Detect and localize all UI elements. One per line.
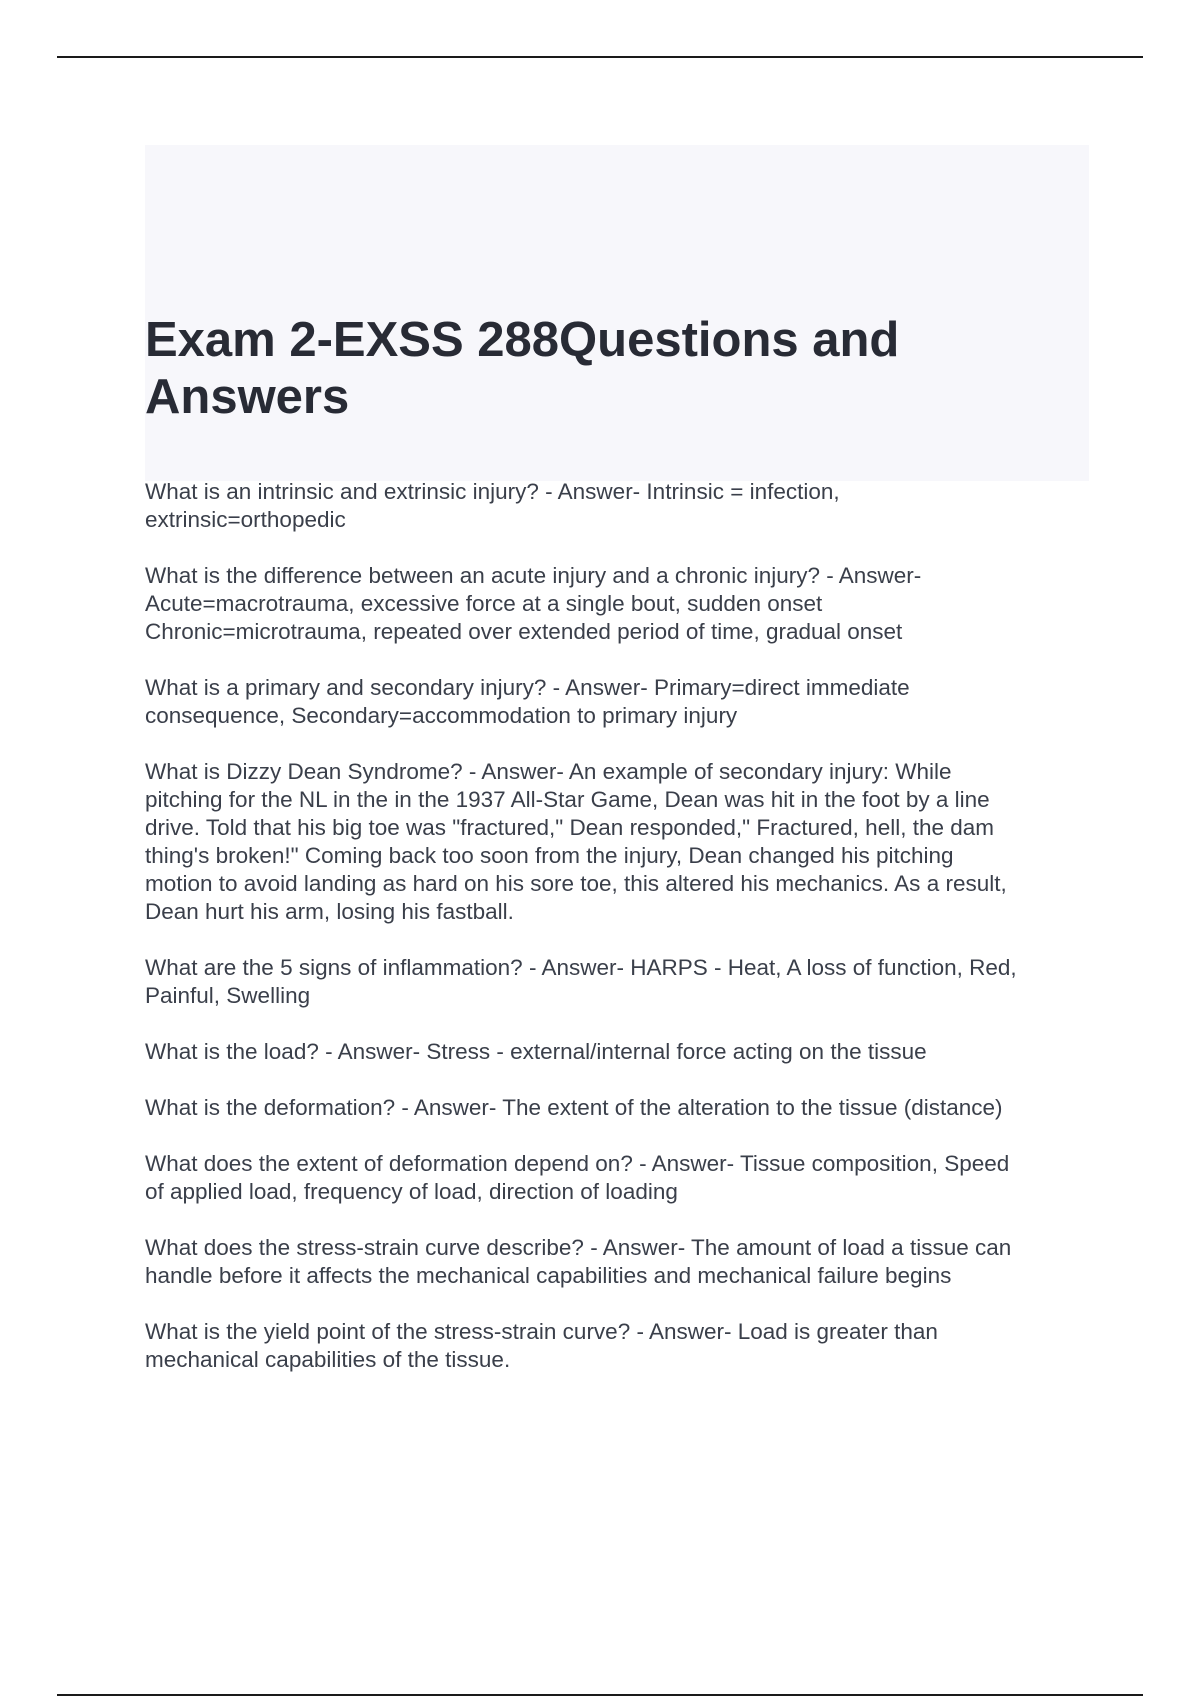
qa-item: What is the yield point of the stress-strain curve? - Answer- Load is greater than mechanical capabilities of the tissue. bbox=[145, 1319, 938, 1372]
qa-item: What is a primary and secondary injury? - Answer- Primary=direct immediate consequence, Secondary=accommodation to primary injury bbox=[145, 675, 910, 728]
page-title: Exam 2-EXSS 288Questions and Answers bbox=[145, 313, 900, 424]
qa-list bbox=[145, 478, 1093, 1402]
qa-item: What is the deformation? - Answer- The extent of the alteration to the tissue (distance) bbox=[145, 1095, 1003, 1120]
qa-item: What is an intrinsic and extrinsic injury? - Answer- Intrinsic = infection, extrinsic=orthopedic bbox=[145, 479, 840, 532]
qa-item: What is the load? - Answer- Stress - external/internal force acting on the tissue bbox=[145, 1039, 927, 1064]
qa-item: What are the 5 signs of inflammation? - Answer- HARPS - Heat, A loss of function, Red, Painful, Swelling bbox=[145, 955, 1017, 1008]
qa-item: What does the stress-strain curve describe? - Answer- The amount of load a tissue can handle before it affects the mechanical capabilities and mechanical failure begins bbox=[145, 1235, 1012, 1288]
qa-item: What is Dizzy Dean Syndrome? - Answer- An example of secondary injury: While pitching for the NL in the in the 1937 All-Star Game, Dean was hit in the foot by a line drive. Told that his big toe was "fractured," Dean responded," Fractured, hell, the dam thing's broken!" Coming back too soon from the injury, Dean changed his pitching motion to avoid landing as hard on his sore toe, this altered his mechanics. As a result, Dean hurt his arm, losing his fastball. bbox=[145, 759, 1007, 924]
bottom-divider bbox=[57, 1694, 1143, 1696]
qa-item: What does the extent of deformation depend on? - Answer- Tissue composition, Speed of applied load, frequency of load, direction of loading bbox=[145, 1151, 1010, 1204]
top-divider bbox=[57, 56, 1143, 58]
qa-item: What is the difference between an acute injury and a chronic injury? - Answer- Acute=macrotrauma, excessive force at a single bout, sudden onset Chronic=microtrauma, repeated over extended period of time, gradual onset bbox=[145, 563, 922, 644]
